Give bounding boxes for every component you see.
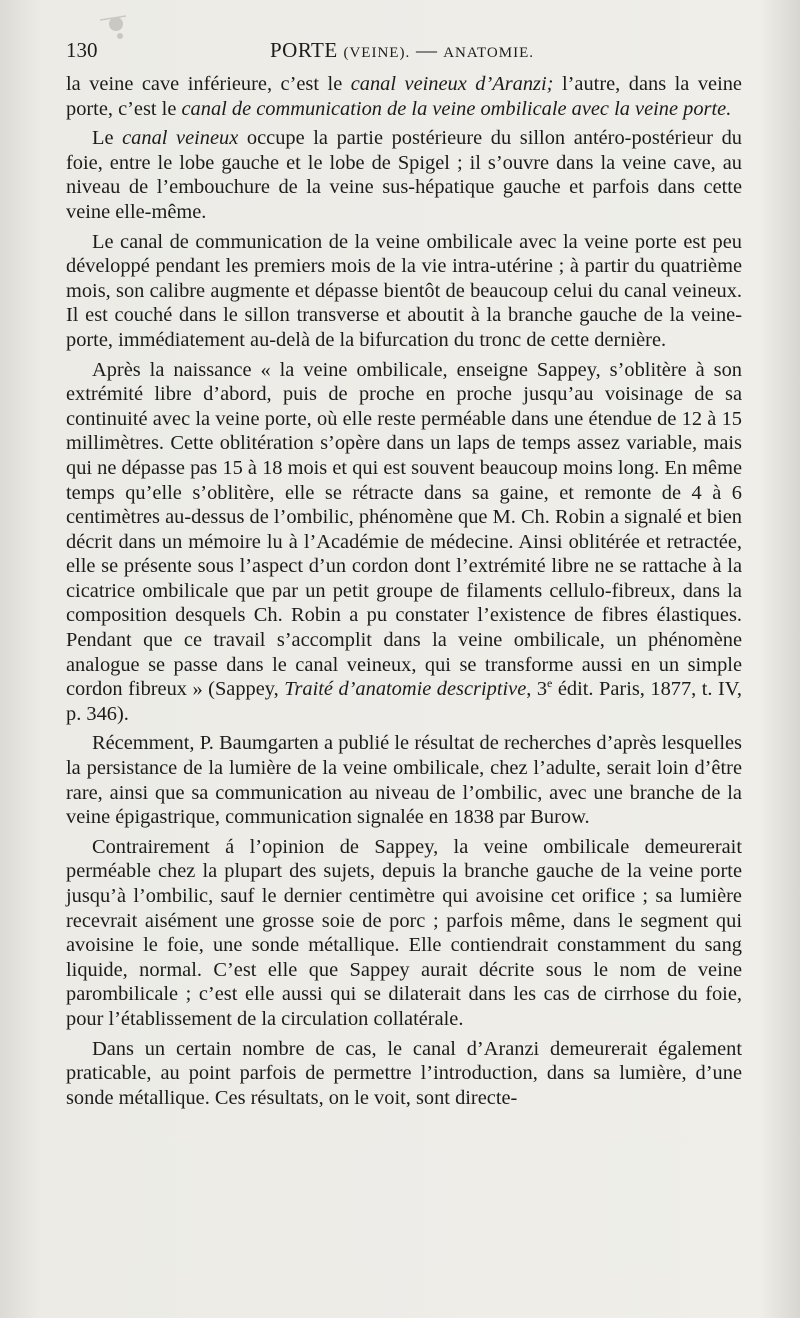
paragraph [66,230,742,353]
paragraph [66,72,742,121]
running-title [66,38,738,63]
text-run: Le canal de communication de la veine ombilicale avec la veine porte est peu développé pendant les premiers mois de la vie intra-utérine ; à partir du quatrième mois, son calibre augmente et dépasse bientôt de beaucoup celui du canal veineux. Il est couché dans le sillon transverse et aboutit à la branche gauche de la veine-porte, immédiatement au-delà de la bifurcation du tronc de cette dernière. [66,230,742,351]
paragraph [66,1037,742,1111]
paragraph [66,358,742,727]
text-run: Récemment, P. Baumgarten a publié le résultat de recherches d’après lesquelles la persistance de la lumière de la veine ombilicale, chez l’adulte, serait loin d’être rare, ainsi que sa communication au niveau de l’ombilic, avec une branche de la veine épigastrique, communication signalée en 1838 par Burow. [66,732,742,829]
italic-text: canal veineux d’Aranzi; [350,73,554,95]
text-run: la veine cave inférieure, c’est le [66,73,351,95]
italic-text: canal veineux [122,127,239,150]
text-run: occupe la partie postérieure du sillon antéro-postérieur du foie, entre le lobe gauche et le lobe de Spigel ; il s’ouvre dans la veine cave, au niveau de l’embouchure de la veine sus-hépatique gauche et parfois dans cette veine elle-même. [66,127,742,223]
paragraph [66,835,742,1032]
running-header [66,38,738,70]
title-section: ANATOMIE. [443,45,535,61]
text-run: Contrairement á l’opinion de Sappey, la veine ombilicale demeurerait perméable chez la plupart des sujets, depuis la branche gauche de la veine porte jusqu’à l’ombilic, sauf le dernier centimètre qui avoisine cet orifice ; sa lumière recevrait aisément une grosse soie de porc ; parfois même, dans le segment qui avoisine le foie, une sonde métallique. Elle contiendrait constamment du sang liquide, normal. C’est elle que Sappey aurait décrite sous le nom de veine parombilicale ; c’est elle aussi qui se dilaterait dans les cas de cirrhose du foie, pour l’établissement de la circulation collatérale. [66,835,742,1030]
text-run: Après la naissance « la veine ombilicale, enseigne Sappey, s’oblitère à son extrémité libre d’abord, puis de proche en proche jusqu’au voisinage de sa continuité avec la veine porte, où elle reste perméable dans une étendue de 12 à 15 millimètres. Cette oblitération s’opère dans un laps de temps assez variable, mais qui ne dépasse pas 15 à 18 mois et qui est souvent beaucoup moins long. En même temps qu’elle s’oblitère, elle se rétracte dans sa gaine, et remonte de 4 à 6 centimètres au-dessus de l’ombilic, phénomène que M. Ch. Robin a signalé et bien décrit dans un mémoire lu à l’Académie de médecine. Ainsi oblitérée et retractée, elle se présente sous l’aspect d’un cordon dont l’extrémité libre ne se rattache à la cicatrice ombilicale que par un petit groupe de filaments cellulo-fibreux, dans la composition desquels Ch. Robin a pu constater l’existence de fibres élastiques. Pendant que ce travail s’accomplit dans la veine ombilicale, un phénomène analogue se passe dans le canal veineux, qui se transforme aussi en un simple cordon fibreux » (Sappey, [66,358,742,701]
text-run: e [547,676,553,691]
paragraph [66,126,742,224]
italic-text: Traité d’anatomie descriptive [284,678,527,701]
text-run: Dans un certain nombre de cas, le canal d’Aranzi demeurerait également praticable, au point parfois de permettre l’introduction, dans sa lumière, d’une sonde métallique. Ces résultats, on le voit, sont directe- [66,1037,742,1109]
title-dash: — [415,38,438,62]
title-main: PORTE [269,38,338,62]
text-run: Le [92,127,123,150]
page-number: 130 [66,38,98,62]
body-text [66,72,742,1110]
text-run: , 3 [526,678,548,701]
title-paren: (VEINE). [343,45,411,61]
text-run: édit. Paris, 1877, t. IV, p. 346). [66,678,742,725]
italic-text: canal de communication de la veine ombilicale avec la veine porte. [181,97,732,120]
text-run: l’autre, dans la veine porte, c’est le [66,73,742,120]
paragraph [66,731,742,829]
